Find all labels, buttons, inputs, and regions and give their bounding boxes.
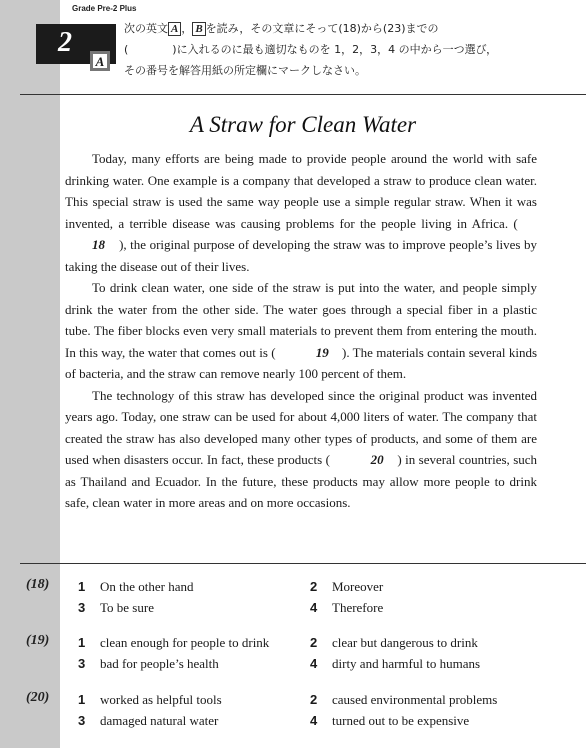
question-20-option-3[interactable]: 3 damaged natural water <box>78 713 219 728</box>
boxed-a: A <box>168 22 181 36</box>
paragraph-3: The technology of this straw has developed since the original product was invented years ago. Today, one straw can be used for about 4,000 liters of water. The company that created the straw has also developed many other types of products, and some of them are used when disasters occur. In fact, these products ( 20 ) in several countries, such as Thailand and Ecuador. In the future, these products may allow more people to drink safe, clean water in more areas and on more occasions. <box>65 387 538 510</box>
question-19-label: (19) <box>26 633 50 648</box>
boxed-b: B <box>192 22 205 36</box>
top-divider <box>20 94 586 95</box>
paragraph-1: Today, many efforts are being made to provide people around the world with safe drinking water. One example is a company that developed a straw to produce clean water. This special straw is used the same way people use a simple regular straw. When it was invented, a terrible disease was causing problems for the people living in Africa. ( 18 ), the original purpose of developing the straw was to improve people’s lives by taking the disease out of their lives. <box>65 151 538 274</box>
grade-label: Grade Pre-2 Plus <box>72 4 137 13</box>
section-number: 2 <box>58 27 72 58</box>
questions-divider <box>20 563 586 564</box>
blank-20: 20 <box>370 452 384 467</box>
question-18-option-4[interactable]: 4 Therefore <box>310 600 384 615</box>
question-20-option-4[interactable]: 4 turned out to be expensive <box>310 713 470 728</box>
question-20-option-1[interactable]: 1 worked as helpful tools <box>78 692 222 707</box>
question-18-option-2[interactable]: 2 Moreover <box>310 579 384 594</box>
instruction-line-3: その番号を解答用紙の所定欄にマークしなさい。 <box>124 64 366 77</box>
question-19-option-1[interactable]: 1 clean enough for people to drink <box>78 635 270 650</box>
blank-19: 19 <box>315 344 329 360</box>
part-label: A <box>95 54 105 69</box>
paragraph-2: To drink clean water, one side of the straw is put into the water, and people simply drink the water from the other side. The water goes through a special fiber in a plastic tube. The fiber blocks even very small materials to prevent them from entering the mouth. In this way, the water that comes out is ( 19 ). The materials contain several kinds of bacteria, and the straw can remove nearly 100 percent of them. <box>65 280 538 381</box>
instruction-line-2: ( )に入れるのに最も適切なものを 1，2，3，4 の中から一つ選び， <box>124 43 498 56</box>
passage-title: A Straw for Clean Water <box>189 112 417 137</box>
question-19-option-4[interactable]: 4 dirty and harmful to humans <box>310 656 481 671</box>
question-20-option-2[interactable]: 2 caused environmental problems <box>310 692 498 707</box>
question-18-option-3[interactable]: 3 To be sure <box>78 600 154 615</box>
question-20-label: (20) <box>26 690 50 705</box>
instruction-line-1: 次の英文 A ， B を読み，その文章にそって(18)から(23)までの <box>124 22 439 35</box>
question-18-option-1[interactable]: 1 On the other hand <box>78 579 194 594</box>
question-19-option-3[interactable]: 3 bad for people’s health <box>78 656 219 671</box>
question-19-option-2[interactable]: 2 clear but dangerous to drink <box>310 635 478 650</box>
blank-18: 18 <box>92 237 105 252</box>
passage-body <box>65 148 537 514</box>
part-label-box <box>90 51 110 71</box>
question-18-label: (18) <box>26 577 50 592</box>
